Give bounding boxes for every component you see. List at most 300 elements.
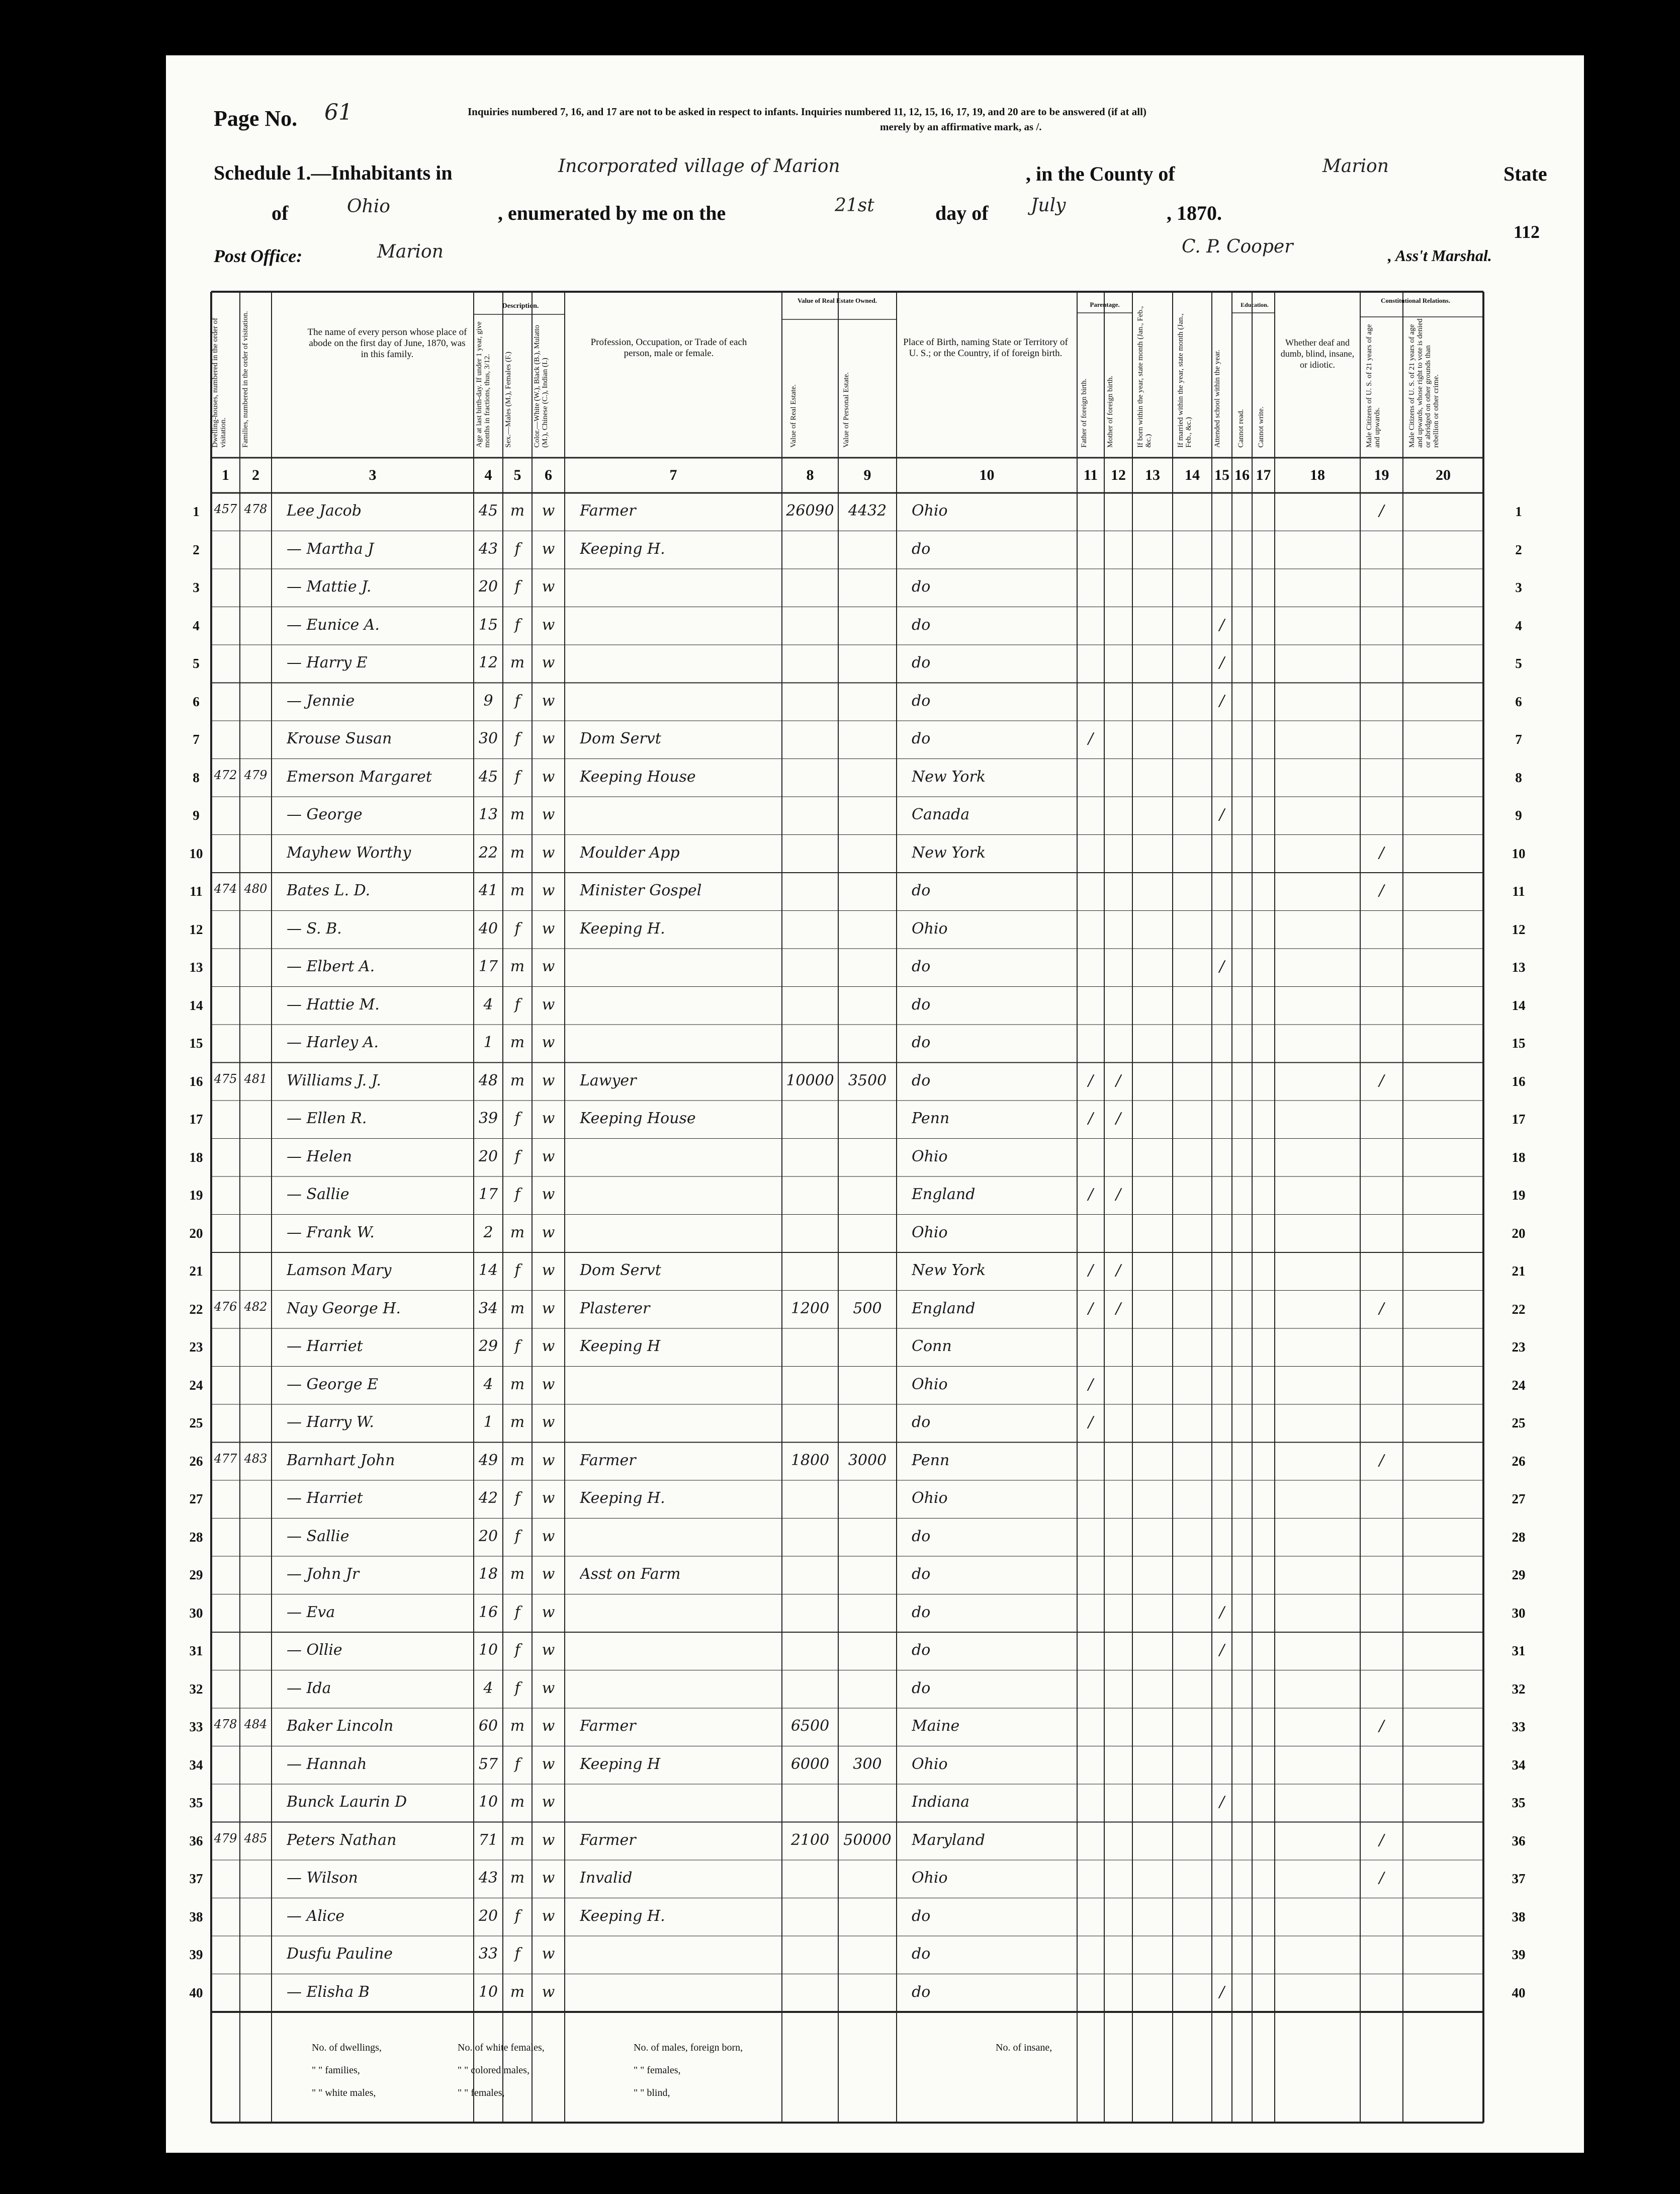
color: w: [542, 958, 555, 975]
occupation: Keeping H.: [580, 540, 665, 558]
color: w: [542, 1451, 555, 1469]
row-number: 40: [1512, 1985, 1526, 2000]
row-number: 3: [193, 580, 200, 595]
age: 13: [478, 806, 498, 823]
row-number: 24: [189, 1377, 203, 1393]
age: 17: [478, 958, 498, 975]
personal-estate-value: 3500: [848, 1071, 887, 1089]
footer-insane: No. of insane,: [996, 2042, 1052, 2053]
person-name: — Hannah: [287, 1755, 367, 1773]
age: 4: [483, 1375, 493, 1393]
color: w: [542, 1034, 555, 1051]
header-constitutional-group: Constitutional Relations.: [1381, 297, 1450, 304]
schedule-label: Schedule 1.—Inhabitants in: [214, 161, 453, 184]
real-estate-value: 10000: [786, 1071, 834, 1089]
row-number: 27: [189, 1491, 203, 1506]
row-number: 30: [1512, 1605, 1526, 1621]
color: w: [542, 1261, 555, 1279]
row-number: 31: [189, 1643, 203, 1658]
row-number: 36: [189, 1833, 203, 1848]
citizen-mark: /: [1379, 1717, 1384, 1735]
enumeration-day: 21st: [835, 195, 874, 216]
birthplace: do: [912, 1527, 931, 1545]
color: w: [542, 1907, 555, 1925]
family-number: 485: [244, 1831, 268, 1845]
age: 30: [478, 730, 498, 747]
row-number: 4: [193, 618, 200, 633]
person-name: — Sallie: [287, 1527, 349, 1545]
page-label: Page No.: [214, 106, 298, 131]
row-number: 23: [189, 1339, 203, 1355]
color: w: [542, 692, 555, 710]
age: 45: [478, 768, 498, 786]
person-name: — Wilson: [287, 1869, 358, 1887]
color: w: [542, 1983, 555, 2001]
family-number: 479: [244, 768, 268, 782]
father-foreign-mark: /: [1088, 1299, 1094, 1317]
personal-estate-value: 3000: [848, 1451, 887, 1469]
age: 43: [478, 1869, 498, 1887]
header-vote-denied: Male Citizens of U. S. of 21 years of age and upwards, whose right to vote is denied or abridged on other grounds than rebellion or other crime.: [1408, 318, 1440, 448]
school-mark: /: [1219, 616, 1225, 634]
dwelling-number: 472: [214, 768, 237, 782]
birthplace: Ohio: [912, 1489, 948, 1507]
birthplace: do: [912, 1565, 931, 1583]
row-number: 17: [189, 1112, 203, 1127]
person-name: — John Jr: [287, 1565, 360, 1583]
sex: f: [514, 1337, 520, 1355]
row-number: 37: [1512, 1871, 1526, 1886]
person-name: Lamson Mary: [287, 1261, 392, 1279]
birthplace: do: [912, 1071, 931, 1089]
school-mark: /: [1219, 1983, 1225, 2001]
row-number: 34: [1512, 1757, 1526, 1773]
occupation: Keeping H.: [580, 1907, 665, 1925]
person-name: Emerson Margaret: [287, 768, 432, 786]
citizen-mark: /: [1379, 502, 1384, 520]
birthplace: do: [912, 958, 931, 975]
occupation: Keeping H: [580, 1337, 661, 1355]
occupation: Farmer: [580, 1717, 636, 1735]
citizen-mark: /: [1379, 843, 1384, 862]
row-number: 6: [193, 694, 200, 709]
sex: m: [510, 1793, 525, 1811]
header-family: Families, numbered in the order of visitation.: [241, 311, 249, 448]
column-number: 12: [1111, 467, 1126, 483]
color: w: [542, 1793, 555, 1811]
occupation: Keeping House: [580, 1110, 696, 1127]
row-number: 13: [1512, 960, 1526, 975]
father-foreign-mark: /: [1088, 1261, 1094, 1279]
header-description-group: Description.: [502, 302, 539, 310]
birthplace: Maryland: [912, 1831, 985, 1849]
year-label: , 1870.: [1167, 202, 1222, 224]
row-number: 29: [1512, 1567, 1526, 1582]
post-office-name: Marion: [377, 241, 444, 262]
age: 9: [483, 692, 493, 710]
post-office-label: Post Office:: [214, 246, 303, 266]
age: 1: [483, 1413, 493, 1431]
personal-estate-value: 300: [853, 1755, 882, 1773]
column-number: 8: [806, 467, 814, 483]
age: 15: [478, 616, 498, 634]
person-name: — Eva: [287, 1603, 335, 1621]
row-number: 20: [1512, 1225, 1526, 1241]
birthplace: do: [912, 995, 931, 1014]
person-name: — Frank W.: [287, 1223, 375, 1241]
person-name: Barnhart John: [287, 1451, 395, 1469]
citizen-mark: /: [1379, 1869, 1384, 1887]
column-number: 11: [1083, 467, 1098, 483]
birthplace: Canada: [912, 806, 970, 823]
sex: m: [510, 1034, 525, 1051]
row-number: 37: [189, 1871, 203, 1886]
row-number: 39: [1512, 1947, 1526, 1962]
age: 20: [478, 1907, 498, 1925]
row-number: 15: [1512, 1036, 1526, 1051]
sex: m: [510, 1375, 525, 1393]
family-number: 480: [244, 882, 268, 896]
day-of-label: day of: [935, 202, 989, 224]
sex: m: [510, 1413, 525, 1431]
birthplace: Ohio: [912, 502, 948, 520]
place-name: Incorporated village of Marion: [558, 156, 840, 177]
birthplace: New York: [912, 843, 986, 862]
person-name: Lee Jacob: [287, 502, 362, 520]
color: w: [542, 1679, 555, 1697]
sex: f: [514, 1186, 520, 1203]
marshal-signature: C. P. Cooper: [1182, 236, 1293, 257]
age: 4: [483, 1679, 493, 1697]
occupation: Dom Servt: [580, 1261, 661, 1279]
person-name: Peters Nathan: [287, 1831, 397, 1849]
person-name: — Alice: [287, 1907, 344, 1925]
row-number: 22: [189, 1301, 203, 1317]
row-number: 33: [1512, 1719, 1526, 1734]
column-number: 7: [669, 467, 677, 483]
sex: f: [514, 995, 520, 1014]
birthplace: do: [912, 654, 931, 671]
footer-blind: " " blind,: [634, 2087, 670, 2098]
age: 45: [478, 502, 498, 520]
header-color: Color.—White (W.), Black (B.), Mulatto (M.), Chinese (C.), Indian (I.): [533, 325, 549, 448]
sex: m: [510, 1071, 525, 1089]
family-number: 481: [244, 1071, 268, 1086]
column-number: 13: [1145, 467, 1160, 483]
age: 48: [478, 1071, 498, 1089]
row-number: 32: [189, 1681, 203, 1697]
header-married-within-year: If married within the year, state month (Jan., Feb., &c.): [1177, 313, 1193, 448]
sex: f: [514, 616, 520, 634]
occupation: Keeping H.: [580, 919, 665, 938]
age: 2: [483, 1223, 493, 1241]
occupation: Farmer: [580, 1831, 636, 1849]
row-number: 1: [193, 504, 200, 519]
personal-estate-value: 50000: [843, 1831, 892, 1849]
sheet-number: 112: [1514, 222, 1540, 242]
birthplace: Ohio: [912, 1755, 948, 1773]
row-number: 5: [193, 656, 200, 671]
person-name: — Jennie: [287, 692, 355, 710]
occupation: Invalid: [580, 1869, 633, 1887]
footer-dwellings: No. of dwellings,: [312, 2042, 382, 2053]
age: 40: [478, 919, 498, 938]
color: w: [542, 1869, 555, 1887]
family-number: 482: [244, 1299, 268, 1314]
birthplace: England: [912, 1186, 976, 1203]
header-attended-school: Attended school within the year.: [1213, 350, 1221, 448]
sex: f: [514, 1261, 520, 1279]
sex: m: [510, 1983, 525, 2001]
age: 4: [483, 995, 493, 1014]
column-number: 10: [979, 467, 995, 483]
row-number: 11: [1512, 884, 1525, 899]
sex: m: [510, 806, 525, 823]
header-occupation: Profession, Occupation, or Trade of each person, male or female.: [590, 337, 747, 359]
sex: f: [514, 1489, 520, 1507]
family-number: 478: [244, 502, 268, 516]
color: w: [542, 1413, 555, 1431]
occupation: Minister Gospel: [580, 882, 702, 899]
birthplace: Ohio: [912, 1375, 948, 1393]
color: w: [542, 1717, 555, 1735]
real-estate-value: 1800: [790, 1451, 830, 1469]
real-estate-value: 2100: [790, 1831, 830, 1849]
row-number: 18: [189, 1149, 203, 1165]
color: w: [542, 1755, 555, 1773]
row-number: 23: [1512, 1339, 1526, 1355]
father-foreign-mark: /: [1088, 1413, 1094, 1431]
birthplace: do: [912, 882, 931, 899]
color: w: [542, 919, 555, 938]
header-value-group: Value of Real Estate Owned.: [797, 297, 877, 304]
color: w: [542, 1565, 555, 1583]
dwelling-number: 474: [214, 882, 237, 896]
header-personal-estate: Value of Personal Estate.: [842, 372, 850, 448]
header-male-citizens: Male Citizens of U. S. of 21 years of age and upwards.: [1365, 324, 1381, 448]
footer-females: " " females,: [634, 2065, 681, 2076]
occupation: Lawyer: [580, 1071, 637, 1089]
sex: f: [514, 1147, 520, 1165]
age: 41: [478, 882, 498, 899]
county-name: Marion: [1322, 156, 1389, 177]
row-number: 21: [1512, 1263, 1526, 1279]
color: w: [542, 1527, 555, 1545]
birthplace: Ohio: [912, 1869, 948, 1887]
citizen-mark: /: [1379, 1831, 1384, 1849]
person-name: — Helen: [287, 1147, 352, 1165]
birthplace: do: [912, 1945, 931, 1963]
color: w: [542, 1147, 555, 1165]
sex: m: [510, 843, 525, 862]
person-name: Bates L. D.: [287, 882, 371, 899]
row-number: 8: [1515, 770, 1522, 785]
color: w: [542, 1337, 555, 1355]
occupation: Dom Servt: [580, 730, 661, 747]
sex: m: [510, 1831, 525, 1849]
birthplace: Maine: [912, 1717, 960, 1735]
page-number: 61: [324, 100, 352, 125]
column-number: 20: [1436, 467, 1451, 483]
birthplace: Ohio: [912, 1147, 948, 1165]
age: 1: [483, 1034, 493, 1051]
color: w: [542, 843, 555, 862]
color: w: [542, 995, 555, 1014]
birthplace: do: [912, 692, 931, 710]
header-age: Age at last birth-day. If under 1 year, give months in fractions, thus, 3/12.: [475, 321, 491, 448]
header-cannot-read: Cannot read.: [1237, 409, 1245, 448]
color: w: [542, 882, 555, 899]
column-number: 14: [1185, 467, 1200, 483]
sex: f: [514, 692, 520, 710]
column-number: 5: [513, 467, 521, 483]
row-number: 8: [193, 770, 200, 785]
instructions-line-2: merely by an affirmative mark, as /.: [880, 121, 1042, 133]
school-mark: /: [1219, 654, 1225, 671]
color: w: [542, 1489, 555, 1507]
occupation: Keeping H: [580, 1755, 661, 1773]
school-mark: /: [1219, 806, 1225, 823]
person-name: Baker Lincoln: [287, 1717, 394, 1735]
age: 18: [478, 1565, 498, 1583]
row-number: 6: [1515, 694, 1522, 709]
person-name: — Harriet: [287, 1489, 363, 1507]
sex: f: [514, 730, 520, 747]
birthplace: Ohio: [912, 919, 948, 938]
dwelling-number: 475: [214, 1071, 237, 1086]
birthplace: New York: [912, 768, 986, 786]
person-name: Williams J. J.: [287, 1071, 381, 1089]
color: w: [542, 1071, 555, 1089]
sex: f: [514, 1945, 520, 1963]
citizen-mark: /: [1379, 1451, 1384, 1469]
row-number: 38: [189, 1909, 203, 1924]
person-name: — George E: [287, 1375, 379, 1393]
color: w: [542, 578, 555, 596]
school-mark: /: [1219, 1641, 1225, 1659]
school-mark: /: [1219, 1793, 1225, 1811]
row-number: 28: [1512, 1529, 1526, 1545]
row-number: 31: [1512, 1643, 1526, 1658]
person-name: — Eunice A.: [287, 616, 380, 634]
person-name: — Martha J: [287, 540, 374, 558]
person-name: — Mattie J.: [287, 578, 372, 596]
dwelling-number: 476: [214, 1299, 237, 1314]
row-number: 26: [189, 1453, 203, 1469]
occupation: Plasterer: [580, 1299, 650, 1317]
column-number: 17: [1256, 467, 1271, 483]
row-number: 26: [1512, 1453, 1526, 1469]
age: 10: [478, 1641, 498, 1659]
dwelling-number: 477: [214, 1451, 237, 1466]
person-name: Bunck Laurin D: [287, 1793, 407, 1811]
sex: m: [510, 502, 525, 520]
birthplace: New York: [912, 1261, 986, 1279]
row-number: 1: [1515, 504, 1522, 519]
person-name: — S. B.: [287, 919, 342, 938]
footer-white-females: No. of white females,: [458, 2042, 545, 2053]
sex: m: [510, 1565, 525, 1583]
dwelling-number: 479: [214, 1831, 237, 1845]
person-name: Nay George H.: [287, 1299, 401, 1317]
header-parentage-group: Parentage.: [1090, 301, 1120, 308]
person-name: Krouse Susan: [287, 730, 392, 747]
row-number: 10: [1512, 846, 1526, 861]
footer-white-males: " " white males,: [312, 2087, 376, 2098]
birthplace: Penn: [912, 1451, 950, 1469]
color: w: [542, 1641, 555, 1659]
person-name: — Elbert A.: [287, 958, 375, 975]
sex: f: [514, 1641, 520, 1659]
row-number: 36: [1512, 1833, 1526, 1848]
sex: m: [510, 1869, 525, 1887]
footer-families: " " families,: [312, 2065, 360, 2076]
row-number: 34: [189, 1757, 203, 1773]
color: w: [542, 1299, 555, 1317]
person-name: — Harley A.: [287, 1034, 379, 1051]
color: w: [542, 1186, 555, 1203]
father-foreign-mark: /: [1088, 1071, 1094, 1089]
color: w: [542, 806, 555, 823]
header-sex: Sex.—Males (M.), Females (F.): [504, 352, 512, 448]
color: w: [542, 1110, 555, 1127]
occupation: Asst on Farm: [580, 1565, 681, 1583]
real-estate-value: 26090: [786, 502, 834, 520]
row-number: 4: [1515, 618, 1522, 633]
occupation: Keeping H.: [580, 1489, 665, 1507]
row-number: 12: [189, 921, 203, 937]
column-number: 4: [484, 467, 492, 483]
age: 34: [478, 1299, 498, 1317]
column-number: 6: [545, 467, 552, 483]
person-name: — Ollie: [287, 1641, 342, 1659]
birthplace: Ohio: [912, 1223, 948, 1241]
age: 57: [478, 1755, 498, 1773]
birthplace: do: [912, 1034, 931, 1051]
birthplace: do: [912, 616, 931, 634]
age: 39: [478, 1110, 498, 1127]
birthplace: do: [912, 1413, 931, 1431]
dwelling-number: 457: [214, 502, 237, 516]
birthplace: Conn: [912, 1337, 952, 1355]
person-name: — Ida: [287, 1679, 331, 1697]
row-number: 22: [1512, 1301, 1526, 1317]
header-cannot-write: Cannot write.: [1257, 406, 1265, 448]
person-name: Dusfu Pauline: [287, 1945, 393, 1963]
age: 10: [478, 1983, 498, 2001]
age: 16: [478, 1603, 498, 1621]
header-name: The name of every person whose place of abode on the first day of June, 1870, was in this family.: [307, 327, 467, 360]
birthplace: do: [912, 1603, 931, 1621]
row-number: 21: [189, 1263, 203, 1279]
father-foreign-mark: /: [1088, 730, 1094, 747]
father-foreign-mark: /: [1088, 1186, 1094, 1203]
age: 14: [478, 1261, 498, 1279]
row-number: 32: [1512, 1681, 1526, 1697]
header-mother-foreign: Mother of foreign birth.: [1106, 375, 1114, 448]
row-number: 24: [1512, 1377, 1526, 1393]
sex: f: [514, 1527, 520, 1545]
row-number: 27: [1512, 1491, 1526, 1506]
person-name: — Harry W.: [287, 1413, 374, 1431]
age: 33: [478, 1945, 498, 1963]
color: w: [542, 1831, 555, 1849]
row-number: 30: [189, 1605, 203, 1621]
age: 22: [478, 843, 498, 862]
enumerated-label: , enumerated by me on the: [498, 202, 726, 224]
age: 12: [478, 654, 498, 671]
sex: f: [514, 1755, 520, 1773]
